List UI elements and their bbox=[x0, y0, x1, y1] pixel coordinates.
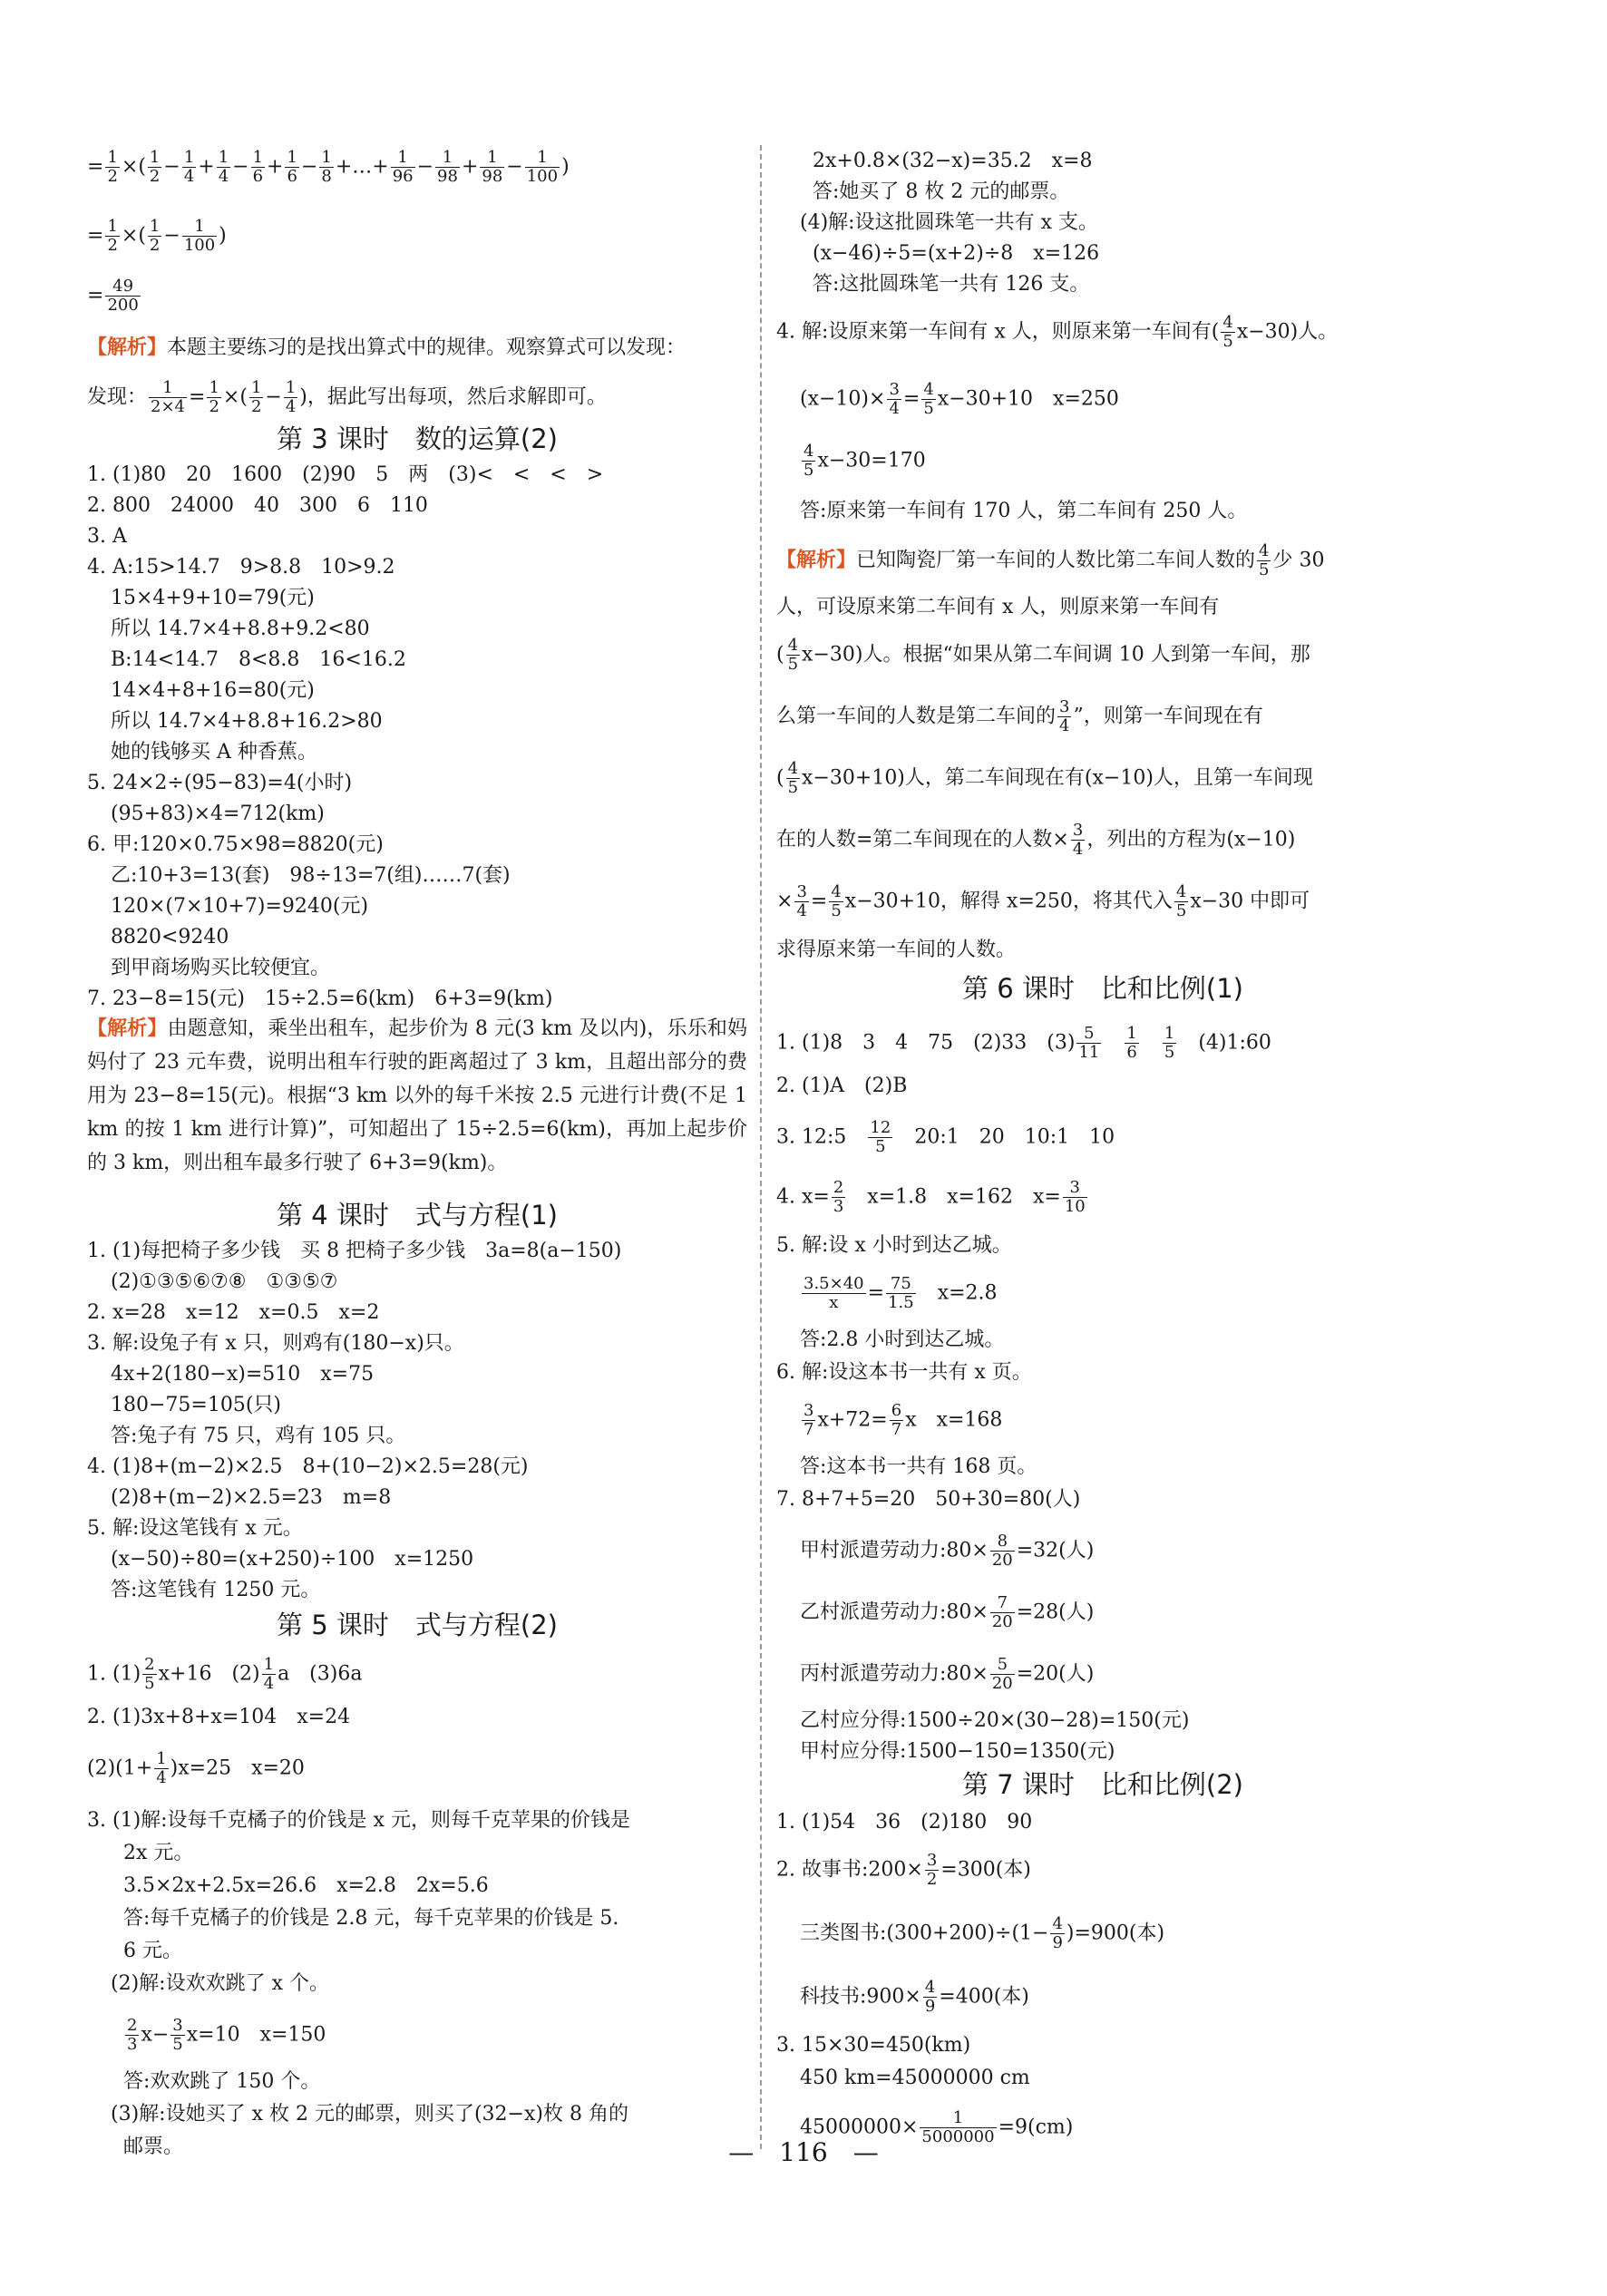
answer-line: 答:她买了 8 枚 2 元的邮票。 bbox=[813, 180, 1070, 203]
answer-line: 乙村应分得:1500÷20×(30−28)=150(元) bbox=[800, 1709, 1190, 1732]
answer-3-5: 5. 24×2÷(95−83)=4(小时) bbox=[87, 772, 353, 794]
answer-line: 答:这批圆珠笔一共有 126 支。 bbox=[813, 273, 1090, 296]
answer-line: 答:这本书一共有 168 页。 bbox=[800, 1455, 1037, 1478]
answer-line: (x−10)× $\frac{3}{4}$ = $\frac{4}{5}$ x−30+10 x=250 bbox=[800, 380, 1119, 418]
answer-line: 甲村派遣劳动力:80× $\frac{8}{20}$ =32(人) bbox=[800, 1532, 1095, 1570]
analysis-line: 求得原来第一车间的人数。 bbox=[776, 939, 1017, 961]
section-heading-7: 第 7 课时 比和比例(2) bbox=[962, 1769, 1243, 1800]
section-heading-3: 第 3 课时 数的运算(2) bbox=[277, 423, 558, 454]
answer-6-2: 2. (1)A (2)B bbox=[776, 1075, 908, 1097]
answer-6-4: 4. x= $\frac{2}{3}$ x=1.8 x=162 x= $\frac{3}{10}$ bbox=[776, 1178, 1086, 1216]
answer-line: $\frac{3.5\times 40}{x}$ = $\frac{75}{1.5}$ x=2.8 bbox=[804, 1274, 998, 1312]
answer-3-4-line: 所以 14.7×4+8.8+9.2<80 bbox=[111, 618, 370, 640]
answer-r-4: 4. 解:设原来第一车间有 x 人，则原来第一车间有( $\frac{4}{5}$ x−30)人。 bbox=[776, 313, 1339, 351]
answer-6-1: 1. (1)8 3 4 75 (2)33 (3) $\frac{5}{11}$ $\frac{1}{6}$ $\frac{1}{5}$ (4)1:60 bbox=[776, 1024, 1271, 1062]
answer-4-2: 2. x=28 x=12 x=0.5 x=2 bbox=[87, 1301, 380, 1324]
answer-5-2: 2. (1)3x+8+x=104 x=24 bbox=[87, 1706, 351, 1728]
analysis-r4: 【解析】已知陶瓷厂第一车间的人数比第二车间人数的 $\frac{4}{5}$ 少 30 bbox=[776, 541, 1325, 579]
answer-line: 乙村派遣劳动力:80× $\frac{7}{20}$ =28(人) bbox=[800, 1593, 1095, 1631]
answer-4-3-line: 答:兔子有 75 只，鸡有 105 只。 bbox=[111, 1425, 406, 1447]
page-number: — 116 — bbox=[728, 2137, 879, 2167]
analysis-3-7: 【解析】由题意知，乘坐出租车，起步价为 8 元(3 km 及以内)，乐乐和妈妈付了 23 元车费，说明出租车行驶的距离超过了 3 km，且超出部分的费用为 23−8=15(元)。根据“3 km 以外的每千米按 2.5 元进行计费(不足 1 km 的按 1 km 进行计算)”，可知超出了 15÷2.5=6(km)，再加上起步价的 3 km，则出租车最多行驶了 6+3=9(km)。 bbox=[87, 1017, 747, 1174]
answer-6-5: 5. 解:设 x 小时到达乙城。 bbox=[776, 1234, 1012, 1257]
answer-line: 三类图书:(300+200)÷(1− $\frac{4}{9}$ )=900(本) bbox=[800, 1914, 1165, 1952]
answer-3-4-line: 她的钱够买 A 种香蕉。 bbox=[111, 741, 317, 764]
answer-line: 丙村派遣劳动力:80× $\frac{5}{20}$ =20(人) bbox=[800, 1655, 1095, 1693]
answer-line: (x−46)÷5=(x+2)÷8 x=126 bbox=[813, 242, 1100, 265]
answer-line: 答:原来第一车间有 170 人，第二车间有 250 人。 bbox=[800, 500, 1248, 522]
answer-7-2: 2. 故事书:200× $\frac{3}{2}$ =300(本) bbox=[776, 1851, 1031, 1889]
answer-3-6: 6. 甲:120×0.75×98=8820(元) bbox=[87, 833, 384, 856]
answer-5-3-line: $\frac{2}{3}$ x− $\frac{3}{5}$ x=10 x=150 bbox=[127, 2016, 326, 2054]
analysis-tag: 【解析】 bbox=[87, 1017, 168, 1040]
section-heading-6: 第 6 课时 比和比例(1) bbox=[962, 973, 1243, 1004]
analysis-line: ( $\frac{4}{5}$ x−30+10)人，第二车间现在有(x−10)人，且第一车间现 bbox=[776, 759, 1313, 797]
answer-5-3: 3. (1)解:设每千克橘子的价钱是 x 元，则每千克苹果的价钱是 bbox=[87, 1809, 630, 1832]
answer-line: 45000000× $\frac{1}{5000000}$ =9(cm) bbox=[800, 2108, 1074, 2146]
answer-5-3-line: 邮票。 bbox=[123, 2135, 184, 2158]
answer-5-3-line: 答:欢欢跳了 150 个。 bbox=[123, 2070, 321, 2093]
answer-3-4-line: 15×4+9+10=79(元) bbox=[111, 587, 315, 609]
answer-6-6: 6. 解:设这本书一共有 x 页。 bbox=[776, 1361, 1032, 1384]
answer-line: $\frac{4}{5}$ x−30=170 bbox=[804, 442, 926, 480]
section-heading-5: 第 5 课时 式与方程(2) bbox=[277, 1610, 558, 1640]
answer-4-3-line: 180−75=105(只) bbox=[111, 1394, 282, 1416]
answer-3-7: 7. 23−8=15(元) 15÷2.5=6(km) 6+3=9(km) bbox=[87, 987, 553, 1010]
answer-6-7: 7. 8+7+5=20 50+30=80(人) bbox=[776, 1488, 1081, 1511]
formula-line-3: = $\frac{49}{200}$ bbox=[87, 277, 139, 315]
analysis-intro-2: 发现： $\frac{1}{2\times 4}$ = $\frac{1}{2}$ ×( $\frac{1}{2}$ − $\frac{1}{4}$ )，据此写出每项，然后求解即可。 bbox=[87, 378, 607, 416]
answer-3-4-line: 14×4+8+16=80(元) bbox=[111, 679, 315, 702]
answer-line: 科技书:900× $\frac{4}{9}$ =400(本) bbox=[800, 1978, 1029, 2016]
answer-3-6-line: 120×(7×10+7)=9240(元) bbox=[111, 895, 369, 918]
analysis-tag: 【解析】 bbox=[87, 336, 168, 359]
section-heading-4: 第 4 课时 式与方程(1) bbox=[277, 1200, 558, 1231]
answer-3-6-line: 乙:10+3=13(套) 98÷13=7(组)……7(套) bbox=[111, 864, 511, 887]
answer-line: 450 km=45000000 cm bbox=[800, 2067, 1030, 2089]
answer-4-3-line: 4x+2(180−x)=510 x=75 bbox=[111, 1363, 375, 1386]
answer-line: (4)解:设这批圆珠笔一共有 x 支。 bbox=[800, 211, 1098, 234]
answer-3-4-line: 所以 14.7×4+8.8+16.2>80 bbox=[111, 710, 383, 733]
answer-7-3: 3. 15×30=450(km) bbox=[776, 2034, 971, 2057]
answer-3-1: 1. (1)80 20 1600 (2)90 5 两 (3)< < < > bbox=[87, 463, 604, 486]
analysis-line: ( $\frac{4}{5}$ x−30)人。根据“如果从第二车间调 10 人到第一车间，那 bbox=[776, 636, 1310, 674]
answer-4-4: 4. (1)8+(m−2)×2.5 8+(10−2)×2.5=28(元) bbox=[87, 1455, 529, 1478]
formula-line-2: = $\frac{1}{2}$ ×( $\frac{1}{2}$ − $\frac{1}{100}$ ) bbox=[87, 217, 227, 255]
answer-3-6-line: 8820<9240 bbox=[111, 926, 229, 949]
answer-5-3-line: 6 元。 bbox=[123, 1940, 182, 1962]
answer-5-3-line: 答:每千克橘子的价钱是 2.8 元，每千克苹果的价钱是 5. bbox=[123, 1907, 619, 1930]
column-divider bbox=[760, 145, 763, 2149]
answer-4-5-line: (x−50)÷80=(x+250)÷100 x=1250 bbox=[111, 1548, 474, 1571]
answer-line: 甲村应分得:1500−150=1350(元) bbox=[800, 1740, 1115, 1763]
analysis-tag: 【解析】 bbox=[776, 549, 857, 572]
answer-line: 答:2.8 小时到达乙城。 bbox=[800, 1328, 1005, 1351]
answer-5-2-line: (2)(1+ $\frac{1}{4}$ )x=25 x=20 bbox=[87, 1749, 305, 1787]
analysis-line: 在的人数=第二车间现在的人数× $\frac{3}{4}$ ，列出的方程为(x−10) bbox=[776, 821, 1296, 859]
analysis-line: × $\frac{3}{4}$ = $\frac{4}{5}$ x−30+10，解得 x=250，将其代入 $\frac{4}{5}$ x−30 中即可 bbox=[776, 882, 1310, 920]
answer-3-2: 2. 800 24000 40 300 6 110 bbox=[87, 494, 428, 517]
answer-3-4: 4. A:15>14.7 9>8.8 10>9.2 bbox=[87, 556, 395, 579]
answer-4-1-line: (2)①③⑤⑥⑦⑧ ①③⑤⑦ bbox=[111, 1270, 338, 1293]
formula-line-1: = $\frac{1}{2}$ ×( $\frac{1}{2}$ − $\frac{1}{4}$ + $\frac{1}{4}$ − $\frac{1}{6}$ + $\frac{1}{6}$ − $\frac{1}{8}$ +…+ $\frac{1}{96}$ − $\frac{1}{98}$ + $\frac{1}{98}$ − $\frac{1}{100}$ ) bbox=[87, 148, 570, 186]
analysis-intro: 【解析】本题主要练习的是找出算式中的规律。观察算式可以发现： bbox=[87, 336, 687, 359]
answer-5-3-line: (2)解:设欢欢跳了 x 个。 bbox=[111, 1972, 329, 1995]
answer-5-3-line: 3.5×2x+2.5x=26.6 x=2.8 2x=5.6 bbox=[123, 1874, 489, 1897]
answer-line: 2x+0.8×(32−x)=35.2 x=8 bbox=[813, 150, 1093, 172]
answer-3-6-line: 到甲商场购买比较便宜。 bbox=[111, 957, 331, 979]
answer-6-3: 3. 12:5 $\frac{12}{5}$ 20:1 20 10:1 10 bbox=[776, 1118, 1115, 1156]
analysis-line: 么第一车间的人数是第二车间的 $\frac{3}{4}$ ”，则第一车间现在有 bbox=[776, 697, 1263, 735]
answer-5-1: 1. (1) $\frac{2}{5}$ x+16 (2) $\frac{1}{4}$ a (3)6a bbox=[87, 1655, 363, 1693]
answer-4-3: 3. 解:设兔子有 x 只，则鸡有(180−x)只。 bbox=[87, 1332, 464, 1355]
answer-3-4-line: B:14<14.7 8<8.8 16<16.2 bbox=[111, 648, 406, 671]
answer-7-1: 1. (1)54 36 (2)180 90 bbox=[776, 1811, 1033, 1834]
answer-5-3-line: (3)解:设她买了 x 枚 2 元的邮票，则买了(32−x)枚 8 角的 bbox=[111, 2103, 628, 2126]
answer-3-3: 3. A bbox=[87, 525, 127, 548]
answer-4-4-line: (2)8+(m−2)×2.5=23 m=8 bbox=[111, 1486, 392, 1509]
answer-4-1: 1. (1)每把椅子多少钱 买 8 把椅子多少钱 3a=8(a−150) bbox=[87, 1240, 622, 1262]
answer-4-5: 5. 解:设这笔钱有 x 元。 bbox=[87, 1517, 303, 1540]
answer-3-5-line: (95+83)×4=712(km) bbox=[111, 803, 325, 825]
answer-5-3-line: 2x 元。 bbox=[123, 1842, 194, 1864]
answer-4-5-line: 答:这笔钱有 1250 元。 bbox=[111, 1579, 321, 1601]
answer-line: $\frac{3}{7}$ x+72= $\frac{6}{7}$ x x=168 bbox=[804, 1401, 1003, 1439]
analysis-line: 人，可设原来第二车间有 x 人，则原来第一车间有 bbox=[776, 596, 1220, 618]
